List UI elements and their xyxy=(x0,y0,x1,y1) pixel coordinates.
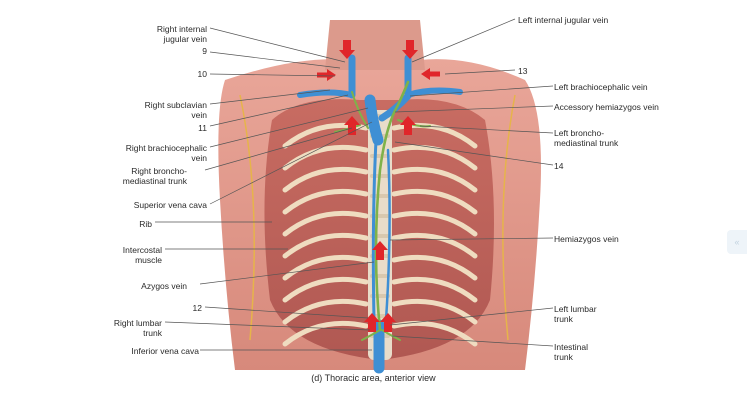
label-right-bronchomediastinal-trunk: Right broncho- mediastinal trunk xyxy=(122,166,187,186)
label-13: 13 xyxy=(518,66,528,76)
leader-line xyxy=(210,28,345,62)
label-superior-vena-cava: Superior vena cava xyxy=(133,200,207,210)
label-azygos-vein: Azygos vein xyxy=(141,281,187,291)
label-right-internal-jugular-vein: Right internal jugular vein xyxy=(156,24,207,44)
label-accessory-hemiazygos-vein: Accessory hemiazygos vein xyxy=(554,102,659,112)
label-right-brachiocephalic-vein: Right brachiocephalic vein xyxy=(125,143,207,163)
label-10: 10 xyxy=(197,69,207,79)
label-left-internal-jugular-vein: Left internal jugular vein xyxy=(518,15,609,25)
chevron-left-icon: « xyxy=(734,237,740,247)
label-left-lumbar-trunk: Left lumbar trunk xyxy=(554,304,597,324)
side-panel-toggle[interactable] xyxy=(727,230,747,254)
label-right-subclavian-vein: Right subclavian vein xyxy=(144,100,207,120)
label-12: 12 xyxy=(192,303,202,313)
label-intercostal-muscle: Intercostal muscle xyxy=(122,245,162,265)
leader-line xyxy=(412,19,515,62)
label-11: 11 xyxy=(198,123,207,133)
label-inferior-vena-cava: Inferior vena cava xyxy=(131,346,199,356)
label-intestinal-trunk: Intestinal trunk xyxy=(554,342,589,362)
figure-caption: (d) Thoracic area, anterior view xyxy=(311,373,436,383)
label-left-brachiocephalic-vein: Left brachiocephalic vein xyxy=(554,82,648,92)
label-9: 9 xyxy=(202,46,207,56)
label-hemiazygos-vein: Hemiazygos vein xyxy=(554,234,619,244)
label-14: 14 xyxy=(554,161,564,171)
label-left-bronchomediastinal-trunk: Left broncho- mediastinal trunk xyxy=(554,128,619,148)
label-right-lumbar-trunk: Right lumbar trunk xyxy=(113,318,162,338)
label-rib: Rib xyxy=(139,219,152,229)
